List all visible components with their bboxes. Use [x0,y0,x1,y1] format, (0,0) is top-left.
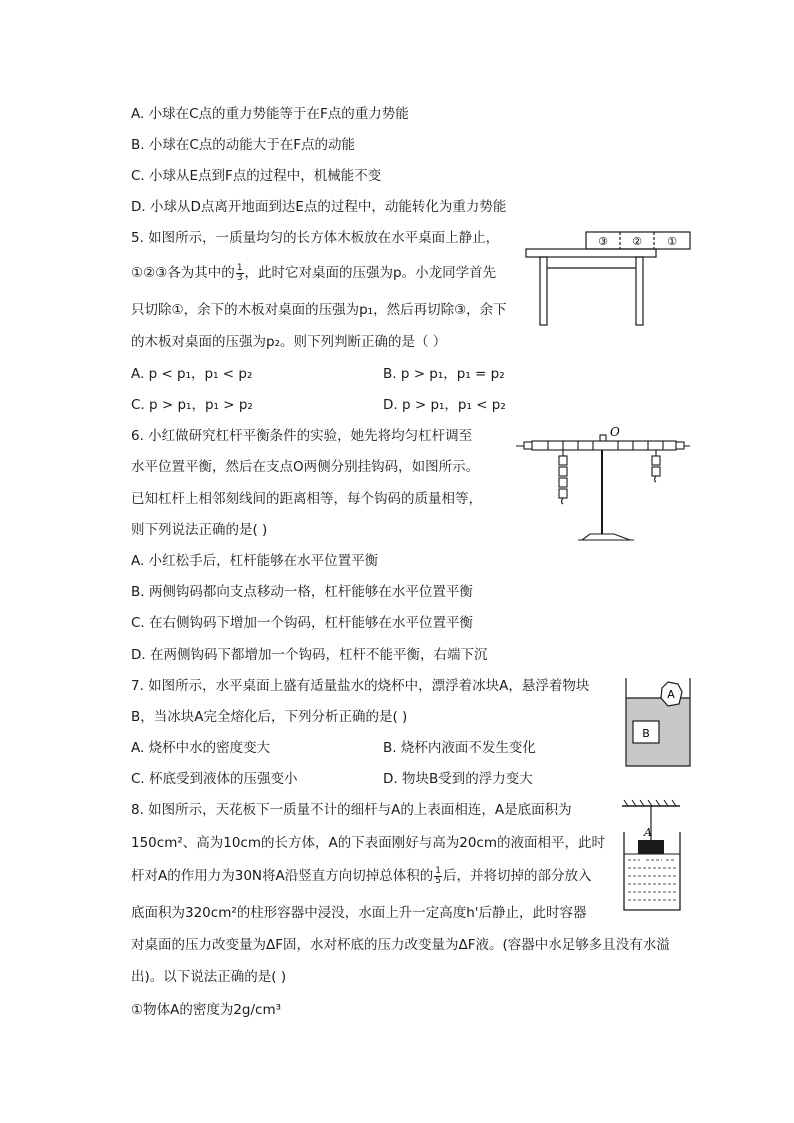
table-top [526,249,656,257]
q6-stem-line1: 6. 小红做研究杠杆平衡条件的实验，她先将均匀杠杆调至 [131,428,473,444]
fulcrum-label-o: O [610,425,620,439]
q8-stem-line5: 对桌面的压力改变量为ΔF固，水对杯底的压力改变量为ΔF液。(容器中水足够多且没有水溢 [131,937,670,953]
q8-stem-line3: 杆对A的作用力为30N将A沿竖直方向切掉总体积的 $\frac{1}{5}$ 后，并将切掉的部分放入 [131,865,592,886]
q8-stem-line6: 出)。以下说法正确的是( ) [131,969,287,985]
q4-option-d: D. 小球从D点离开地面到达E点的过程中，动能转化为重力势能 [131,199,507,215]
q5-stem-line4: 的木板对桌面的压强为p₂。则下列判断正确的是（ ） [131,334,447,350]
q5-option-d: D. p > p₁，p₁ < p₂ [383,397,506,413]
block-a [638,840,664,854]
q7-option-a: A. 烧杯中水的密度变大 [131,740,271,756]
q8-stem-line2: 150cm²、高为10cm的长方体，A的下表面刚好与高为20cm的液面相平，此时 [131,835,605,851]
q7-option-c: C. 杯底受到液体的压强变小 [131,771,298,787]
q4-option-a: A. 小球在C点的重力势能等于在F点的重力势能 [131,106,409,122]
q7-option-b: B. 烧杯内液面不发生变化 [383,740,536,756]
board-label-1: ① [667,235,677,248]
q6-option-b: B. 两侧钩码都向支点移动一格，杠杆能够在水平位置平衡 [131,584,473,600]
q8-container-figure [614,796,690,914]
q6-option-d: D. 在两侧钩码下都增加一个钩码，杠杆不能平衡，右端下沉 [131,647,488,663]
ice-label-a: A [667,688,675,701]
q6-option-c: C. 在右侧钩码下增加一个钩码，杠杆能够在水平位置平衡 [131,615,474,631]
block-label-a: A [644,826,652,839]
q6-stem-line4: 则下列说法正确的是( ) [131,522,268,538]
q6-stem-line2: 水平位置平衡，然后在支点O两侧分别挂钩码，如图所示。 [131,459,480,475]
fraction-one-fifth: $\frac{1}{5}$ [435,865,441,886]
q8-stem-line4: 底面积为320cm²的柱形容器中浸没，水面上升一定高度h'后静止，此时容器 [131,905,587,921]
q7-beaker-figure [622,676,694,770]
block-label-b: B [642,727,650,740]
board-label-2: ② [632,235,642,248]
q5-stem-line1: 5. 如图所示，一质量均匀的长方体木板放在水平桌面上静止， [131,230,500,246]
q4-option-c: C. 小球从E点到F点的过程中，机械能不变 [131,168,382,184]
q6-lever-figure [514,424,694,546]
q7-stem-line1: 7. 如图所示，水平桌面上盛有适量盐水的烧杯中，漂浮着冰块A，悬浮着物块 [131,678,590,694]
q5-table-board-figure [524,228,696,328]
q8-item-1: ①物体A的密度为2g/cm³ [131,1002,282,1018]
q6-stem-line3: 已知杠杆上相邻刻线间的距离相等，每个钩码的质量相等， [131,491,482,507]
left-hooked-weights [559,450,567,504]
q8-stem-line1: 8. 如图所示，天花板下一质量不计的细杆与A的上表面相连，A是底面积为 [131,802,572,818]
right-hooked-weights [652,450,660,482]
q7-option-d: D. 物块B受到的浮力变大 [383,771,533,787]
q5-stem-line2: ①②③各为其中的 $\frac{1}{3}$ ，此时它对桌面的压强为p。小龙同学首先 [131,262,497,283]
q5-option-c: C. p > p₁，p₁ > p₂ [131,397,253,413]
q5-stem-line3: 只切除①，余下的木板对桌面的压强为p₁，然后再切除③，余下 [131,302,507,318]
q6-option-a: A. 小红松手后，杠杆能够在水平位置平衡 [131,553,379,569]
fraction-one-third: $\frac{1}{3}$ [236,262,243,283]
q5-option-a: A. p < p₁，p₁ < p₂ [131,366,253,382]
q7-stem-line2: B，当冰块A完全熔化后，下列分析正确的是( ) [131,709,408,725]
board-label-3: ③ [598,235,608,248]
q5-option-b: B. p > p₁，p₁ = p₂ [383,366,505,382]
q4-option-b: B. 小球在C点的动能大于在F点的动能 [131,137,356,153]
